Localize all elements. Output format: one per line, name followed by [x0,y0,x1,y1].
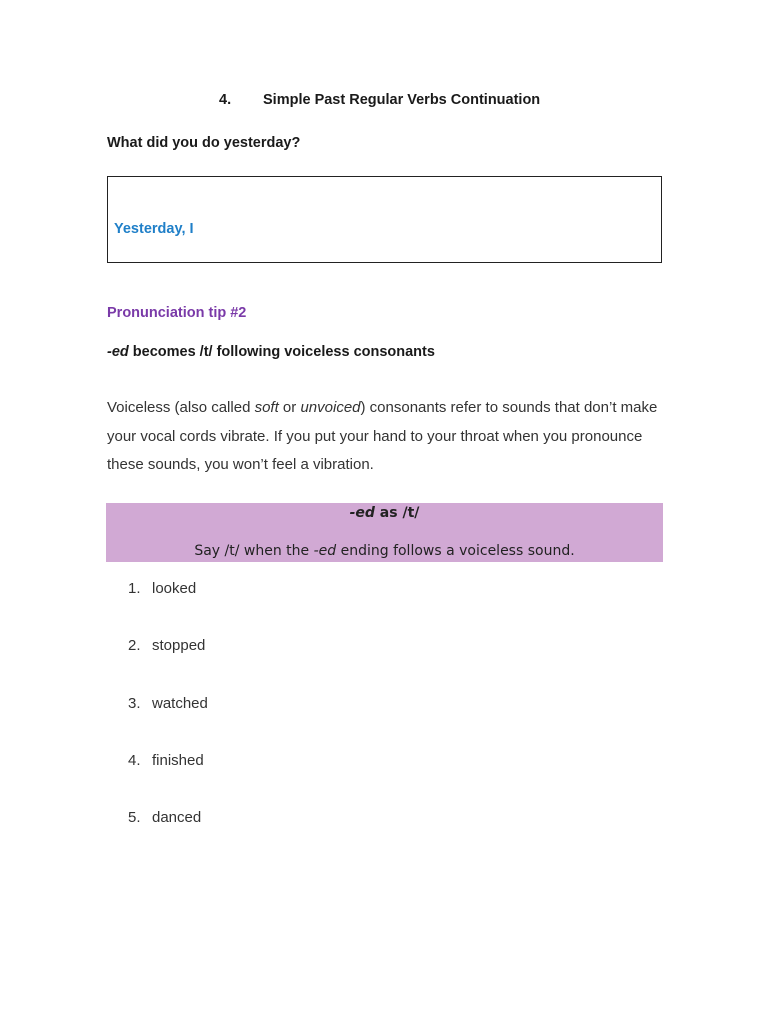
callout-title-em: -ed [349,505,375,521]
explanation-paragraph [107,394,667,480]
callout-title [106,505,663,521]
list-number: 1. [128,580,141,597]
list-item [0,580,768,637]
paragraph-part3: ) consonants refer to sounds that don’t make your vocal cords vibrate. If you put your hand to your throat when you pronounce these sounds, you won’t feel a vibration. [107,399,658,473]
answer-prompt: Yesterday, I [114,221,194,237]
list-number: 3. [128,694,141,712]
paragraph-unvoiced: unvoiced [300,399,361,416]
list-item [0,637,768,694]
callout-title-rest: as /t/ [374,505,420,521]
list-item [0,695,768,752]
question-text: What did you do yesterday? [107,135,301,151]
rule-text [107,344,435,360]
callout-text-em: -ed [313,543,337,559]
section-title: Simple Past Regular Verbs Continuation [263,92,541,108]
paragraph-soft: soft [254,399,279,416]
verb-list [0,580,768,866]
list-word: looked [152,580,197,597]
callout-text [106,543,663,559]
callout-text-part1: Say /t/ when the [194,543,314,559]
list-number: 5. [128,809,141,827]
section-number: 4. [219,92,232,108]
rule-callout [106,503,663,562]
list-number: 2. [128,637,141,655]
callout-text-part2: ending follows a voiceless sound. [336,543,575,559]
list-item [0,809,768,866]
list-item [0,752,768,809]
list-word: danced [152,809,202,827]
list-word: stopped [152,637,206,655]
tip-title: Pronunciation tip #2 [107,305,247,321]
paragraph-part1: Voiceless (also called [107,399,255,416]
rule-rest: becomes /t/ following voiceless consonants [128,344,435,360]
paragraph-part2: or [278,399,301,416]
list-word: watched [152,694,208,712]
answer-box[interactable] [107,176,662,263]
section-heading [0,92,768,112]
list-word: finished [152,751,204,769]
list-number: 4. [128,751,141,769]
rule-prefix: -ed [107,344,129,360]
